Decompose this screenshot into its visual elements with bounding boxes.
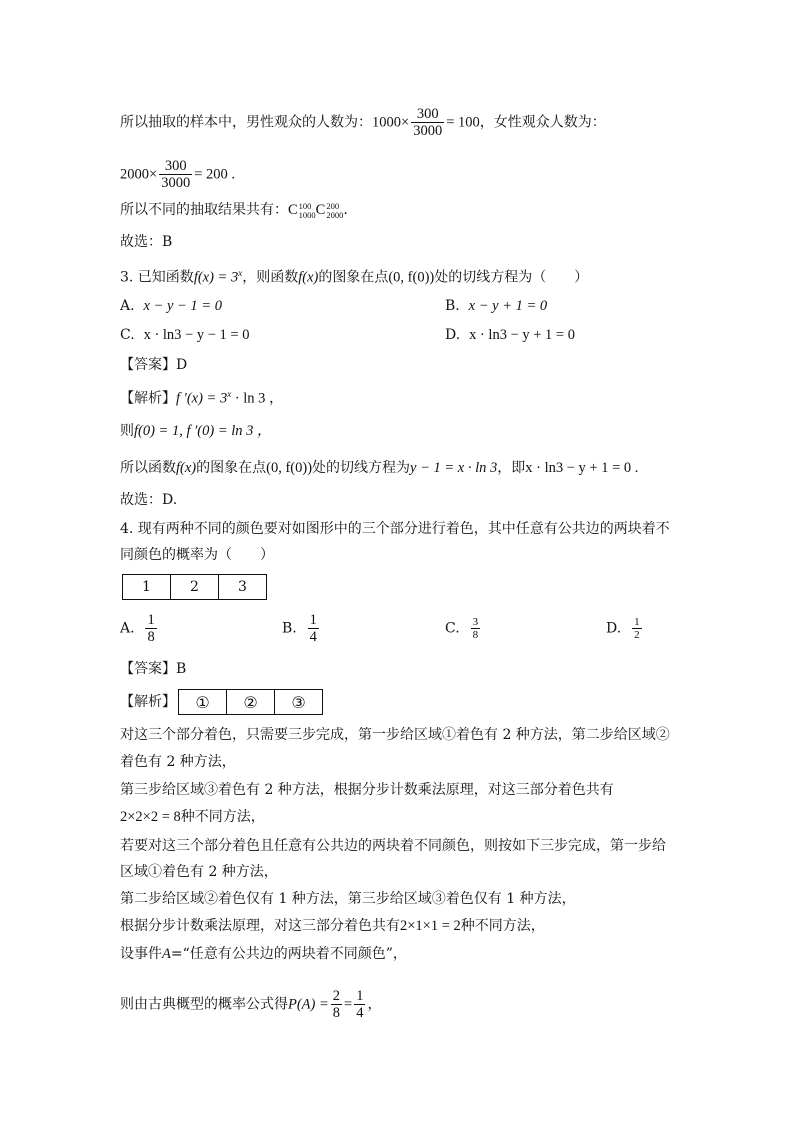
- option-d-q4: [606, 616, 644, 641]
- option-math: x − y + 1 = 0: [468, 298, 548, 314]
- option-math: x · ln3 − y − 1 = 0: [143, 327, 250, 343]
- numerator: 1: [356, 988, 364, 1004]
- math: f(x): [176, 460, 197, 476]
- fraction: [145, 612, 156, 645]
- option-label: D.: [606, 620, 622, 637]
- denominator: 8: [147, 629, 155, 645]
- text: 所以不同的抽取结果共有：: [120, 202, 288, 218]
- answer-q3: 【答案】D: [120, 357, 188, 373]
- analysis-q4-p1: 对这三个部分着色，只需要三步完成，第一步给区域①着色有 2 种方法，第二步给区域②: [120, 727, 670, 743]
- math: f(x): [298, 269, 319, 286]
- math: 2000×: [120, 166, 158, 183]
- region-circle-3: ③: [274, 690, 322, 714]
- denominator: 2: [634, 629, 640, 641]
- option-label: C.: [120, 327, 135, 343]
- region-1: 1: [142, 579, 151, 595]
- math: A: [162, 946, 171, 962]
- math: 2×1×1 = 2: [400, 918, 461, 934]
- math: (0, f(0)): [266, 460, 313, 476]
- text: 的图象在点: [318, 269, 389, 286]
- analysis-q4-label: 【解析】: [120, 694, 176, 710]
- question-3-stem: [120, 263, 588, 288]
- text: ，女性观众人数为：: [479, 114, 606, 131]
- comb-sup: 100: [298, 200, 312, 211]
- text: 则: [120, 423, 134, 439]
- text: 种不同方法，: [460, 918, 545, 934]
- text: 的图象在点: [196, 460, 267, 476]
- fraction: [411, 106, 444, 139]
- numerator: 2: [332, 988, 341, 1004]
- math: x · ln3 − y + 1 = 0 .: [525, 460, 639, 476]
- math: f(0) = 1, f ′(0) = ln 3 ，: [134, 423, 272, 439]
- option-label: B.: [282, 620, 297, 637]
- option-label: D.: [445, 327, 461, 343]
- math: = 200 .: [194, 166, 235, 183]
- analysis-label: 【解析】: [120, 390, 176, 407]
- numerator: 300: [159, 158, 192, 175]
- analysis-q4-p7: 第二步给区域②着色仅有 1 种方法，第三步给区域③着色仅有 1 种方法，: [120, 891, 576, 907]
- option-label: A.: [120, 298, 135, 314]
- text: ，: [367, 996, 382, 1013]
- analysis-region-boxes: [178, 689, 323, 715]
- option-label: C.: [445, 620, 460, 637]
- text: 3. 已知函数: [120, 269, 194, 286]
- fraction: [471, 616, 481, 641]
- text: ，则函数: [242, 269, 299, 286]
- option-label: A.: [120, 620, 135, 637]
- analysis-q4-p10: [120, 988, 381, 1021]
- superscript: x: [238, 268, 243, 278]
- option-math: x − y − 1 = 0: [143, 298, 222, 314]
- option-a: [120, 296, 222, 316]
- fraction: [354, 988, 365, 1021]
- region-boxes: [122, 574, 267, 600]
- denominator: 8: [332, 1005, 341, 1021]
- choice-line-q3: 故选：D.: [120, 492, 178, 508]
- numerator: 1: [147, 612, 155, 628]
- option-d: [445, 325, 575, 345]
- analysis-q4-p5: 若要对这三个部分着色且任意有公共边的两块着不同颜色，则按如下三步完成，第一步给: [120, 838, 666, 854]
- fraction: [632, 616, 642, 641]
- numerator: 1: [309, 612, 317, 628]
- numerator: 1: [634, 616, 640, 628]
- denominator: 8: [472, 629, 479, 641]
- question-4-stem-1: 4. 现有两种不同的颜色要对如图形中的三个部分进行着色，其中任意有公共边的两块着不: [120, 521, 670, 537]
- math: y − 1 = x · ln 3: [410, 460, 498, 476]
- region-circle-2: ②: [226, 690, 274, 714]
- question-4-stem-2: 同颜色的概率为（ ）: [120, 547, 274, 563]
- combination-1: C 100 1000: [288, 200, 316, 220]
- text: 所以函数: [120, 460, 176, 476]
- text: 根据分步计数乘法原理，对这三部分着色共有: [120, 918, 400, 934]
- text-line-male-count: [120, 106, 606, 139]
- text-line-female-count: [120, 158, 235, 191]
- option-c-q4: [445, 616, 482, 641]
- denominator: 4: [356, 1005, 364, 1021]
- analysis-q4-p2: 着色有 2 种方法，: [120, 754, 236, 770]
- text: =“任意有公共边的两块着不同颜色”，: [170, 946, 407, 962]
- choice-line: 故选：B: [120, 234, 173, 250]
- text: 所以抽取的样本中，男性观众的人数为：: [120, 114, 372, 131]
- denominator: 3000: [413, 123, 443, 139]
- option-label: B.: [445, 298, 460, 314]
- math: =: [344, 996, 353, 1013]
- comb-sup: 200: [326, 200, 340, 211]
- region-2: 2: [170, 575, 218, 599]
- text: 处的切线方程为（ ）: [434, 269, 589, 286]
- math: f ′(x) = 3: [176, 390, 228, 407]
- math: = 100: [446, 114, 480, 131]
- denominator: 3000: [161, 175, 191, 191]
- text-line-combinations: [120, 200, 348, 220]
- analysis-q4-p3: 第三步给区域③着色有 2 种方法，根据分步计数乘法原理，对这三部分着色共有: [120, 782, 614, 798]
- math: f(x) = 3: [193, 269, 239, 286]
- text: .: [343, 202, 348, 218]
- analysis-q4-p9: [120, 944, 407, 964]
- text: 则由古典概型的概率公式得: [120, 996, 288, 1013]
- analysis-q3-derivative: [120, 384, 284, 409]
- option-c: [120, 325, 249, 345]
- analysis-q4-p6: 区域①着色有 2 种方法，: [120, 864, 278, 880]
- analysis-q3-tangent: [120, 458, 638, 478]
- option-b-q4: [282, 612, 321, 645]
- answer-q4: 【答案】B: [120, 661, 187, 677]
- region-3: 3: [218, 575, 266, 599]
- math: · ln 3 ，: [231, 390, 284, 407]
- option-math: x · ln3 − y + 1 = 0: [469, 327, 575, 343]
- math: P(A) =: [288, 996, 329, 1013]
- text: 处的切线方程为: [312, 460, 411, 476]
- superscript: x: [227, 389, 232, 399]
- comb-sub: 2000: [326, 209, 344, 220]
- text: 种不同方法，: [180, 809, 265, 825]
- text: ，即: [497, 460, 526, 476]
- text: 设事件: [120, 946, 162, 962]
- fraction: [331, 988, 342, 1021]
- analysis-q3-values: [120, 421, 272, 441]
- comb-sub: 1000: [298, 209, 316, 220]
- option-a-q4: [120, 612, 159, 645]
- math: 1000×: [372, 114, 410, 131]
- math: 2×2×2 = 8: [120, 809, 181, 825]
- math: (0, f(0)): [388, 269, 435, 286]
- region-circle-1: ①: [195, 692, 210, 712]
- option-b: [445, 296, 547, 316]
- combination-2: C 200 2000: [315, 200, 344, 220]
- denominator: 4: [309, 629, 317, 645]
- analysis-q4-p4: [120, 807, 265, 827]
- numerator: 3: [472, 616, 479, 628]
- fraction: [308, 612, 319, 645]
- fraction: [159, 158, 192, 191]
- analysis-q4-p8: [120, 916, 545, 936]
- numerator: 300: [411, 106, 444, 123]
